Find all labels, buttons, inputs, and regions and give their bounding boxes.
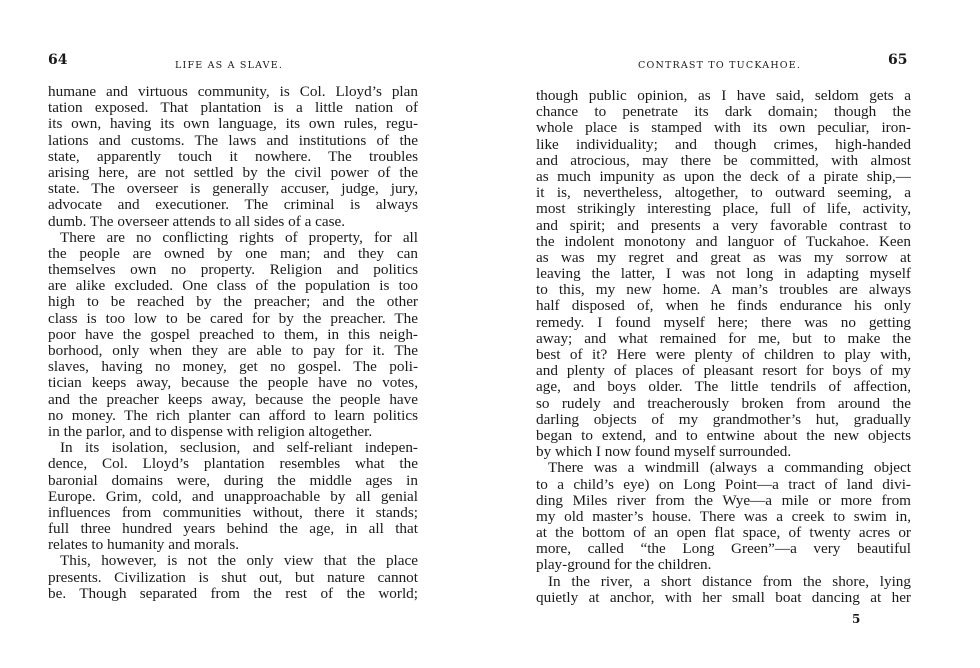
text-line: the people are owned by one man; and they can <box>48 245 418 262</box>
text-line: so rudely and treacherously broken from around the <box>536 395 911 412</box>
text-line: There was a windmill (always a commanding object <box>548 460 911 477</box>
text-line: to a child’s eye) on Long Point—a tract of land divi- <box>536 476 911 493</box>
text-line: by which I now found myself surrounded. <box>536 444 792 461</box>
text-line: themselves own no property. Religion and politics <box>48 262 418 279</box>
text-line: relates to humanity and morals. <box>48 537 240 554</box>
page-number-left: 64 <box>48 52 68 68</box>
text-line: poor have the gospel preached to them, in this neigh- <box>48 326 418 343</box>
text-line: class is too low to be cared for by the preacher. The <box>48 310 418 327</box>
text-line: lations and customs. The laws and institutions of the <box>48 132 418 149</box>
text-line: are alike excluded. One class of the population is too <box>48 278 418 295</box>
text-line: though public opinion, as I have said, seldom gets a <box>536 88 911 104</box>
text-line: dumb. The overseer attends to all sides of a case. <box>48 213 346 230</box>
text-line: high to be reached by the preacher; and the other <box>48 294 418 311</box>
page-number-right: 65 <box>888 52 908 68</box>
right-page <box>490 0 980 668</box>
text-line: whole place is stamped with its own peculiar, iron- <box>536 120 911 137</box>
text-line: baronial domains were, during the middle ages in <box>48 472 418 489</box>
text-line: the indolent monotony and languor of Tuckahoe. Keen <box>536 233 911 250</box>
right-page-text <box>536 88 911 606</box>
text-line: play-ground for the children. <box>536 557 712 574</box>
text-line: and atrocious, may there be committed, with almost <box>536 152 911 169</box>
text-line: age, and boys older. The little tendrils of affection, <box>536 379 911 396</box>
text-line: advocate and executioner. The criminal is always <box>48 197 418 214</box>
text-line: slaves, having no money, get no gospel. The poli- <box>48 359 418 376</box>
text-line: and plenty of places of pleasant resort for boys of my <box>536 363 911 380</box>
left-page-text <box>48 84 418 602</box>
text-line: ding Miles river from the Wye—a mile or more from <box>536 492 911 509</box>
text-line: be. Though separated from the rest of the world; <box>48 585 418 602</box>
text-line: in the parlor, and to dispense with religion altogether. <box>48 423 373 440</box>
text-line: state, apparently touch it nowhere. The troubles <box>48 148 418 165</box>
text-line: like individuality; and though crimes, high-handed <box>536 136 911 153</box>
text-line: full three hundred years behind the age, in all that <box>48 521 418 538</box>
text-line: as was my regret and great as was my sorrow at <box>536 249 911 266</box>
signature-mark: 5 <box>852 612 861 626</box>
text-line: away; and what remained for me, but to make the <box>536 330 911 347</box>
text-line: tation exposed. That plantation is a little nation of <box>48 100 418 117</box>
text-line: tician keeps away, because the people have no votes, <box>48 375 418 392</box>
running-head-left: LIFE AS A SLAVE. <box>175 60 284 71</box>
text-line: as much impunity as upon the deck of a pirate ship,— <box>536 168 911 185</box>
text-line: dence, Col. Lloyd’s plantation resembles what the <box>48 456 418 473</box>
text-line: state. The overseer is generally accuser, judge, jury, <box>48 181 418 198</box>
text-line: best of it? Here were plenty of children to play with, <box>536 347 911 363</box>
text-line: arising here, are not settled by the civil power of the <box>48 164 418 181</box>
text-line: presents. Civilization is shut out, but nature cannot <box>48 569 418 586</box>
text-line: my old master’s house. There was a creek to swim in, <box>536 508 911 525</box>
text-line: leaving the latter, I was not long in adapting myself <box>536 266 911 283</box>
text-line: it is, nevertheless, altogether, to outward seeming, a <box>536 185 911 202</box>
text-line: borhood, only when they are able to pay for it. The <box>48 343 418 359</box>
text-line: and the preacher keeps away, because the people have <box>48 391 418 408</box>
text-line: more, called “the Long Green”—a very beautiful <box>536 541 911 558</box>
text-line: half disposed of, when he finds endurance his only <box>536 298 911 315</box>
text-line: In its isolation, seclusion, and self-reliant indepen- <box>60 440 418 457</box>
text-line: most strikingly interesting place, full of life, activity, <box>536 201 911 218</box>
text-line: to this, my new home. A man’s troubles are always <box>536 282 911 299</box>
text-line: In the river, a short distance from the shore, lying <box>548 573 911 590</box>
text-line: no money. The rich planter can afford to learn politics <box>48 407 418 424</box>
text-line: darling objects of my grandmother’s hut, gradually <box>536 411 911 428</box>
text-line: at the bottom of an open flat space, of twenty acres or <box>536 525 911 542</box>
text-line: Europe. Grim, cold, and unapproachable by all genial <box>48 488 418 505</box>
text-line: There are no conflicting rights of property, for all <box>60 229 418 246</box>
running-head-right: CONTRAST TO TUCKAHOE. <box>638 60 802 71</box>
text-line: began to extend, and to entwine about the new objects <box>536 427 911 444</box>
text-line: humane and virtuous community, is Col. Lloyd’s plan <box>48 84 418 100</box>
text-line: influences from communities without, there it stands; <box>48 504 418 521</box>
text-line: This, however, is not the only view that the place <box>60 553 418 570</box>
text-line: chance to penetrate its dark domain; though the <box>536 104 911 121</box>
text-line: quietly at anchor, with her small boat dancing at her <box>536 589 911 606</box>
text-line: and spirit; and presents a very favorable contrast to <box>536 217 911 234</box>
text-line: remedy. I found myself here; there was no getting <box>536 314 911 331</box>
text-line: its own, having its own language, its own rules, regu- <box>48 116 418 133</box>
